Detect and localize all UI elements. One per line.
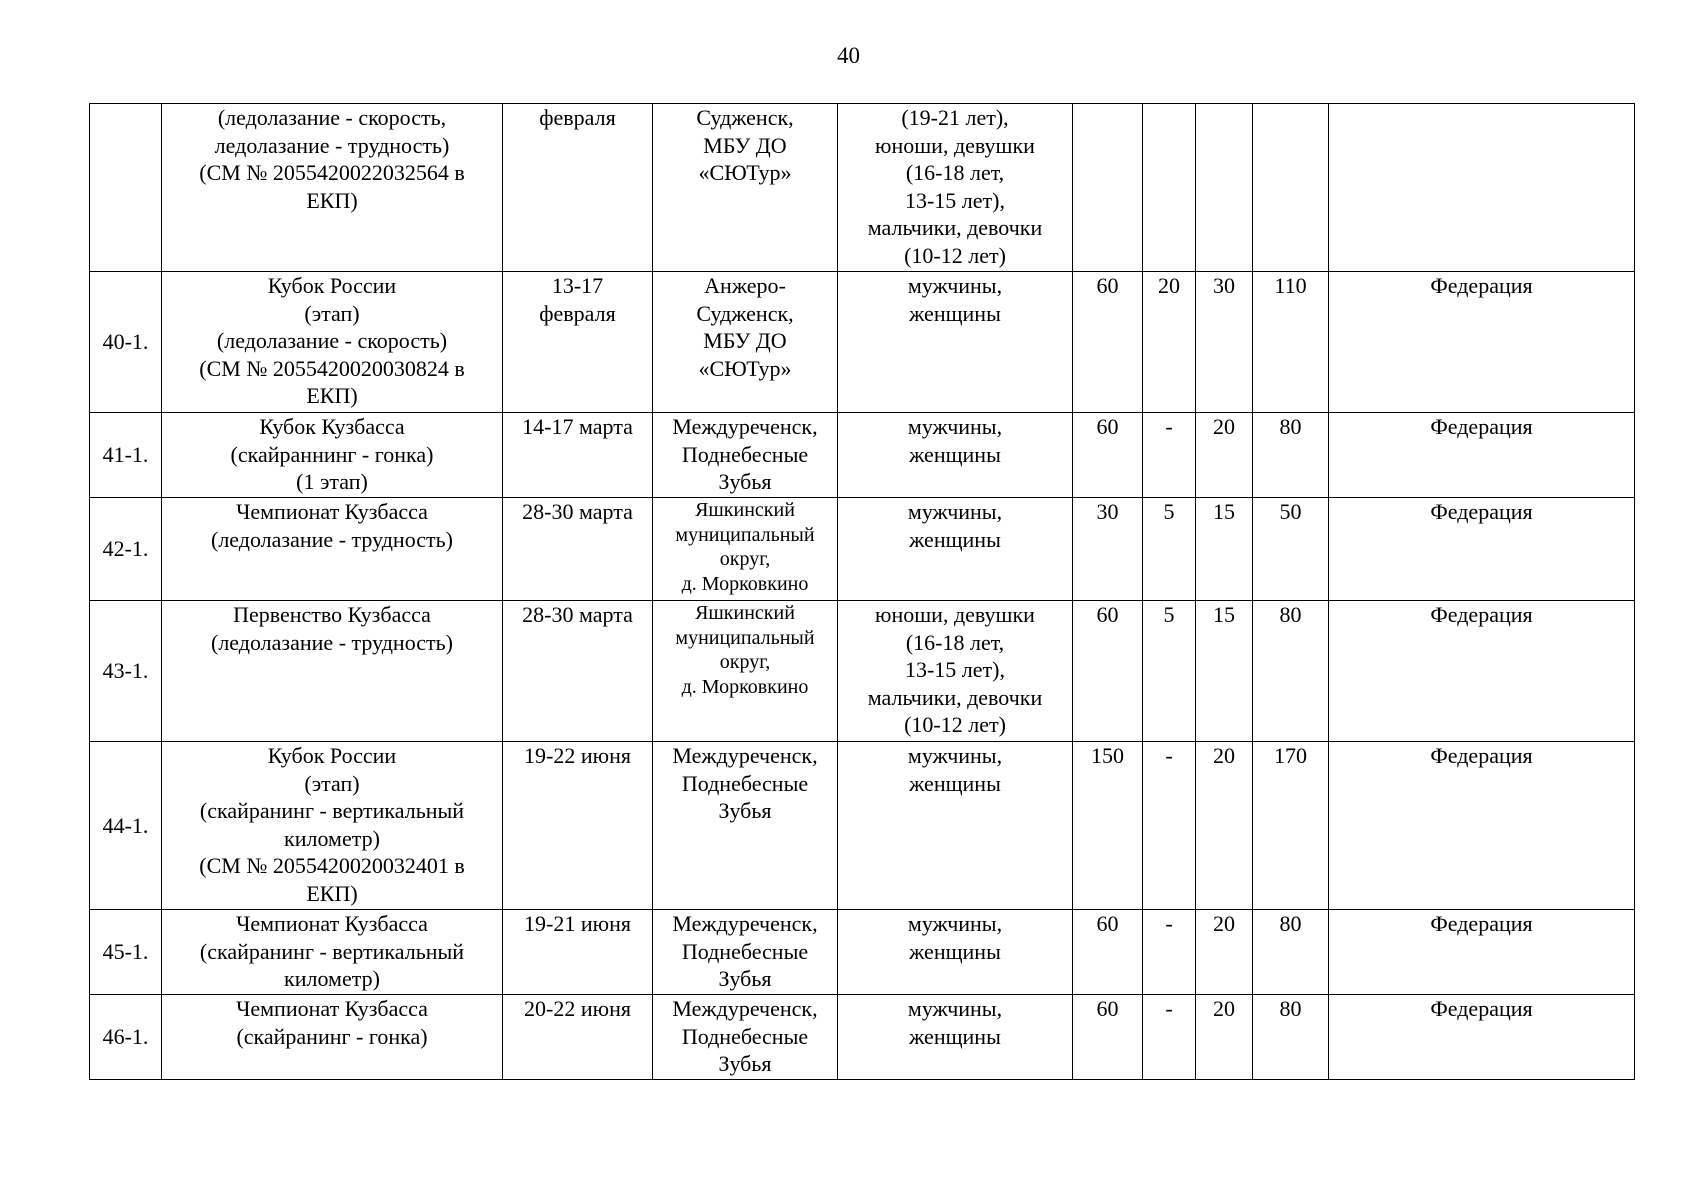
event-place-cell [653, 601, 838, 742]
event-place-cell [653, 272, 838, 413]
event-name-cell-line: (скайранинг - вертикальный [199, 938, 465, 964]
participants-cell-line: женщины [909, 938, 1001, 964]
organizer-cell: Федерация [1329, 272, 1635, 413]
organizer-cell [1329, 104, 1635, 272]
participants-cell-line: (10-12 лет) [904, 242, 1006, 268]
organizer-cell: Федерация [1329, 742, 1635, 910]
count-3-cell: 15 [1196, 601, 1253, 742]
participants-cell-line: мужчины, [907, 273, 1003, 298]
event-place-cell-line: Междуреченск, [672, 911, 818, 936]
count-3-cell: 20 [1196, 910, 1253, 995]
total-count-cell: 80 [1253, 413, 1329, 498]
row-number-cell: 40-1. [90, 272, 162, 413]
event-dates-cell [503, 742, 653, 910]
count-1-cell: 60 [1073, 995, 1143, 1080]
event-name-cell-line: (ледолазание - скорость) [216, 328, 448, 353]
event-name-cell [162, 742, 503, 910]
row-number-cell: 43-1. [90, 601, 162, 742]
participants-cell-line: 13-15 лет), [904, 657, 1005, 682]
event-dates-cell-line: 19-21 июня [524, 911, 631, 936]
count-2-cell: - [1143, 742, 1196, 910]
participants-cell [838, 272, 1073, 413]
event-name-cell-line: Чемпионат Кузбасса [236, 996, 428, 1021]
participants-cell-line: мужчины, [907, 414, 1003, 439]
event-dates-cell [503, 601, 653, 742]
event-place-cell-line: муниципальный [675, 523, 815, 546]
participants-cell [838, 498, 1073, 601]
organizer-cell: Федерация [1329, 995, 1635, 1080]
event-name-cell [162, 413, 503, 498]
event-dates-cell-line: 28-30 марта [522, 602, 633, 627]
total-count-cell: 110 [1253, 272, 1329, 413]
participants-cell-line: (16-18 лет, [905, 160, 1005, 185]
event-dates-cell [503, 498, 653, 601]
total-count-cell: 50 [1253, 498, 1329, 601]
participants-cell-line: женщины [909, 770, 1001, 796]
total-count-cell: 80 [1253, 995, 1329, 1080]
count-2-cell: - [1143, 995, 1196, 1080]
count-2-cell: 20 [1143, 272, 1196, 413]
event-place-cell-line: д. Морковкино [681, 675, 809, 698]
event-place-cell-line: Междуреченск, [672, 743, 818, 768]
event-place-cell-line: МБУ ДО [703, 328, 787, 353]
event-dates-cell-line: февраля [539, 105, 616, 130]
event-name-cell [162, 272, 503, 413]
table-row [90, 601, 1635, 742]
event-place-cell-line: Зубья [718, 798, 772, 823]
participants-cell-line: юноши, девушки [875, 132, 1035, 158]
event-name-cell-line: километр) [284, 966, 380, 991]
event-dates-cell [503, 104, 653, 272]
event-name-cell [162, 104, 503, 272]
participants-cell-line: (19-21 лет), [901, 105, 1009, 130]
count-1-cell: 60 [1073, 272, 1143, 413]
total-count-cell: 170 [1253, 742, 1329, 910]
event-place-cell-line: Судженск, [696, 300, 794, 326]
event-dates-cell [503, 910, 653, 995]
participants-cell-line: женщины [909, 441, 1001, 467]
table-row [90, 413, 1635, 498]
participants-cell [838, 104, 1073, 272]
event-name-cell-line: (СМ № 2055420020032401 в [199, 853, 465, 878]
event-name-cell-line: (этап) [304, 300, 360, 326]
count-3-cell: 15 [1196, 498, 1253, 601]
event-name-cell [162, 601, 503, 742]
event-place-cell [653, 742, 838, 910]
event-name-cell-line: Первенство Кузбасса [233, 602, 431, 627]
event-name-cell-line: километр) [284, 825, 380, 851]
table-body [90, 104, 1635, 1080]
events-table [89, 103, 1635, 1080]
event-name-cell-line: (скайранинг - гонка) [236, 1023, 428, 1049]
event-place-cell [653, 995, 838, 1080]
event-dates-cell-line: 28-30 марта [522, 499, 633, 524]
event-place-cell [653, 413, 838, 498]
count-3-cell: 20 [1196, 995, 1253, 1080]
total-count-cell [1253, 104, 1329, 272]
count-2-cell: - [1143, 413, 1196, 498]
event-name-cell-line: (СМ № 2055420020030824 в [199, 355, 465, 381]
event-place-cell [653, 498, 838, 601]
event-name-cell-line: ЕКП) [306, 383, 358, 408]
event-place-cell-line: Зубья [718, 966, 772, 991]
row-number-cell: 45-1. [90, 910, 162, 995]
count-3-cell: 20 [1196, 742, 1253, 910]
row-number-cell: 41-1. [90, 413, 162, 498]
event-place-cell-line: «СЮТур» [698, 160, 792, 185]
event-place-cell-line: муниципальный [675, 626, 815, 649]
count-2-cell: 5 [1143, 498, 1196, 601]
event-place-cell-line: МБУ ДО [703, 132, 787, 158]
event-name-cell-line: ЕКП) [306, 880, 358, 906]
count-1-cell [1073, 104, 1143, 272]
count-1-cell: 60 [1073, 413, 1143, 498]
count-3-cell [1196, 104, 1253, 272]
total-count-cell: 80 [1253, 910, 1329, 995]
event-name-cell [162, 995, 503, 1080]
count-2-cell: - [1143, 910, 1196, 995]
event-dates-cell-line: 19-22 июня [524, 743, 631, 768]
row-number-cell: 44-1. [90, 742, 162, 910]
event-place-cell-line: Зубья [718, 469, 772, 494]
event-place-cell-line: Судженск, [696, 105, 794, 130]
event-place-cell-line: Поднебесные [681, 1023, 809, 1049]
event-name-cell-line: Кубок России [267, 273, 397, 298]
row-number-cell: 42-1. [90, 498, 162, 601]
event-name-cell [162, 910, 503, 995]
event-name-cell-line: (этап) [304, 770, 360, 796]
table-row [90, 742, 1635, 910]
event-place-cell-line: Зубья [718, 1051, 772, 1076]
event-place-cell-line: Яшкинский [695, 602, 795, 624]
event-name-cell-line: (ледолазание - трудность) [211, 526, 453, 552]
table-row [90, 498, 1635, 601]
event-place-cell-line: «СЮТур» [698, 355, 792, 381]
organizer-cell: Федерация [1329, 910, 1635, 995]
event-place-cell-line: Яшкинский [695, 499, 795, 521]
organizer-cell: Федерация [1329, 601, 1635, 742]
participants-cell-line: 13-15 лет), [904, 187, 1005, 213]
event-name-cell-line: (скайранинг - вертикальный [199, 798, 465, 823]
participants-cell-line: мальчики, девочки [867, 215, 1043, 240]
event-dates-cell [503, 413, 653, 498]
participants-cell [838, 742, 1073, 910]
organizer-cell: Федерация [1329, 413, 1635, 498]
participants-cell [838, 413, 1073, 498]
event-place-cell-line: д. Морковкино [681, 572, 809, 595]
participants-cell-line: женщины [909, 526, 1001, 552]
count-1-cell: 30 [1073, 498, 1143, 601]
event-place-cell-line: Поднебесные [681, 770, 809, 796]
page-number: 40 [837, 43, 860, 68]
participants-cell-line: (16-18 лет, [905, 629, 1005, 655]
event-place-cell-line: Междуреченск, [672, 414, 818, 439]
event-place-cell-line: Междуреченск, [672, 996, 818, 1021]
event-place-cell [653, 104, 838, 272]
row-number-cell [90, 104, 162, 272]
event-name-cell [162, 498, 503, 601]
event-dates-cell-line: 13-17 [551, 273, 604, 298]
event-place-cell-line: округ, [719, 548, 771, 570]
table-row [90, 104, 1635, 272]
count-1-cell: 60 [1073, 910, 1143, 995]
event-place-cell [653, 910, 838, 995]
count-1-cell: 60 [1073, 601, 1143, 742]
event-name-cell-line: Кубок Кузбасса [259, 414, 405, 439]
count-3-cell: 20 [1196, 413, 1253, 498]
event-dates-cell-line: 20-22 июня [524, 996, 631, 1021]
participants-cell-line: женщины [909, 300, 1001, 326]
table-row [90, 272, 1635, 413]
event-dates-cell-line: 14-17 марта [522, 414, 633, 439]
participants-cell-line: юноши, девушки [875, 602, 1035, 627]
participants-cell [838, 601, 1073, 742]
count-1-cell: 150 [1073, 742, 1143, 910]
participants-cell-line: мужчины, [907, 911, 1003, 936]
count-3-cell: 30 [1196, 272, 1253, 413]
event-name-cell-line: (1 этап) [296, 469, 368, 494]
participants-cell [838, 910, 1073, 995]
event-dates-cell-line: февраля [539, 300, 616, 326]
row-number-cell: 46-1. [90, 995, 162, 1080]
event-place-cell-line: округ, [719, 651, 771, 673]
event-name-cell-line: (ледолазание - скорость, [217, 105, 447, 130]
participants-cell [838, 995, 1073, 1080]
event-place-cell-line: Анжеро- [704, 273, 786, 298]
event-dates-cell [503, 272, 653, 413]
event-place-cell-line: Поднебесные [681, 938, 809, 964]
participants-cell-line: женщины [909, 1023, 1001, 1049]
event-name-cell-line: (скайраннинг - гонка) [230, 441, 434, 467]
event-name-cell-line: (СМ № 2055420022032564 в [199, 160, 465, 185]
participants-cell-line: мальчики, девочки [867, 684, 1043, 710]
organizer-cell: Федерация [1329, 498, 1635, 601]
count-2-cell [1143, 104, 1196, 272]
event-name-cell-line: Чемпионат Кузбасса [236, 911, 428, 936]
participants-cell-line: мужчины, [907, 996, 1003, 1021]
event-place-cell-line: Поднебесные [681, 441, 809, 467]
participants-cell-line: (10-12 лет) [904, 712, 1006, 737]
participants-cell-line: мужчины, [907, 499, 1003, 524]
table-row [90, 995, 1635, 1080]
event-name-cell-line: (ледолазание - трудность) [211, 629, 453, 655]
participants-cell-line: мужчины, [907, 743, 1003, 768]
event-name-cell-line: Кубок России [267, 743, 397, 768]
total-count-cell: 80 [1253, 601, 1329, 742]
table-row [90, 910, 1635, 995]
event-name-cell-line: ледолазание - трудность) [214, 132, 450, 158]
count-2-cell: 5 [1143, 601, 1196, 742]
event-dates-cell [503, 995, 653, 1080]
event-name-cell-line: ЕКП) [306, 187, 358, 213]
event-name-cell-line: Чемпионат Кузбасса [236, 499, 428, 524]
